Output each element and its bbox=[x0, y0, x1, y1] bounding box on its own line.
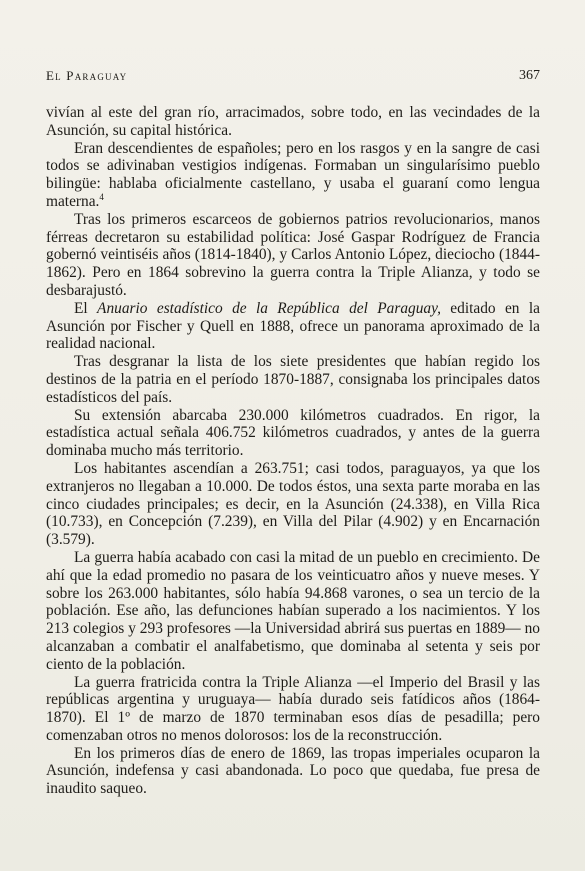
body-text bbox=[46, 104, 540, 798]
footnote-marker: 4 bbox=[99, 191, 104, 202]
paragraph-9: La guerra fratricida contra la Triple Alianza —el Imperio del Brasil y las repúblicas argentina y uruguaya— había durado seis fatídicos años (1864-1870). El 1º de marzo de 1870 terminaban esos días de pesadilla; pero comenzaban otros no menos dolorosos: los de la reconstrucción. bbox=[46, 673, 540, 744]
running-header bbox=[46, 68, 540, 88]
book-title-italic: Anuario estadístico de la República del Paraguay, bbox=[97, 299, 441, 317]
paragraph-2 bbox=[46, 140, 540, 211]
paragraph-6: Su extensión abarcaba 230.000 kilómetros cuadrados. En rigor, la estadística actual señala 406.752 kilómetros cuadrados, y antes de la guerra dominaba mucho más territorio. bbox=[46, 406, 540, 460]
paragraph-10: En los primeros días de enero de 1869, las tropas imperiales ocuparon la Asunción, indefensa y casi abandonada. Lo poco que quedaba, fue presa de inaudito saqueo. bbox=[46, 744, 540, 798]
running-title: El Paraguay bbox=[46, 68, 128, 83]
paragraph-1: vivían al este del gran río, arracimados, sobre todo, en las vecindades de la Asunción, su capital histórica. bbox=[46, 104, 540, 139]
paragraph-4-rest: editado en la Asunción por Fischer y Quell en 1888, ofrece un panorama aproximado de la realidad nacional. bbox=[46, 299, 540, 353]
paragraph-3: Tras los primeros escarceos de gobiernos patrios revolucionarios, manos férreas decretaron su estabilidad política: José Gaspar Rodríguez de Francia gobernó veintiséis años (1814-1840), y Carlos Antonio López, dieciocho (1844-1862). Pero en 1864 sobrevino la guerra contra la Triple Alianza, y todo se desbarajustó. bbox=[46, 210, 540, 299]
paragraph-2-text: Eran descendientes de españoles; pero en los rasgos y en la sangre de casi todos se adivinaban vestigios indígenas. Formaban un singularísimo pueblo bilingüe: hablaba oficialmente castellano, y usaba el guaraní como lengua materna. bbox=[46, 139, 540, 210]
paragraph-8: La guerra había acabado con casi la mitad de un pueblo en crecimiento. De ahí que la edad promedio no pasara de los veinticuatro años y nueve meses. Y sobre los 263.000 habitantes, sólo había 94.868 varones, o sea un tercio de la población. Ese año, las defunciones habían superado a los nacimientos. Y los 213 colegios y 293 profesores —la Universidad abrirá sus puertas en 1889— no alcanzaban a combatir el analfabetismo, que dominaba al setenta y seis por ciento de la población. bbox=[46, 548, 540, 673]
paragraph-4-lead: El bbox=[74, 299, 98, 317]
paragraph-5: Tras desgranar la lista de los siete presidentes que habían regido los destinos de la patria en el período 1870-1887, consignaba los principales datos estadísticos del país. bbox=[46, 353, 540, 406]
paragraph-7: Los habitantes ascendían a 263.751; casi todos, paraguayos, ya que los extranjeros no llegaban a 10.000. De todos éstos, una sexta parte moraba en las cinco ciudades principales; es decir, en la Asunción (24.338), en Villa Rica (10.733), en Concepción (7.239), en Villa del Pilar (4.902) y en Encarnación (3.579). bbox=[46, 459, 540, 549]
paragraph-4 bbox=[46, 300, 540, 353]
page-number: 367 bbox=[519, 68, 540, 83]
